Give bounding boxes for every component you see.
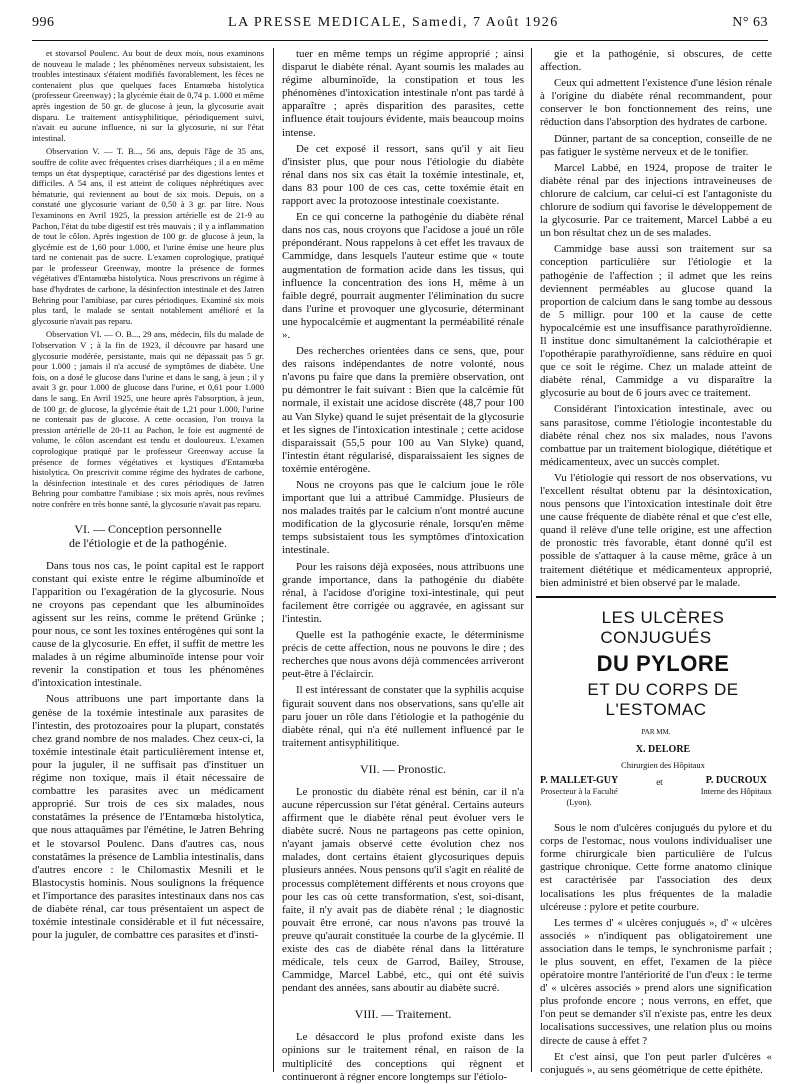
coauthors (540, 775, 772, 808)
article-heading (540, 608, 772, 808)
paragraph: tuer en même temps un régime approprié ; ainsi disparut le diabète rénal. Ayant soumis les malades au régime albuminoïde, la constipation et tous les phénomènes d'intoxication intestinale n'ont pas tardé à apparaître ; après disparition des parasites, cette influence était toujours évidente, mais beaucoup moins intense. (282, 48, 524, 139)
paragraph: Les termes d' « ulcères conjugués », d' « ulcères associés » n'indiquent pas obligatoirement une association dans le temps, le synchronisme parfait ; le plus souvent, en effet, l'examen de la pièce opératoire montre l'antériorité de l'un d'eux : le terme d' « ulcères associés » prend alors une signification plus profonde encore ; nous verrons, en effet, que l'on peut se demander s'il n'existe pas, entre les deux localisations successives, une relation plus ou moins directe de cause à effet ? (540, 916, 772, 1047)
section-heading-vi: VI. — Conception personnelle de l'étiologie et de la pathogénie. (68, 521, 228, 550)
page-number: 996 (32, 15, 55, 30)
paragraph: Vu l'étiologie qui ressort de nos observations, vu l'excellent résultat obtenu par la désintoxication, nous pensons que l'intoxication intestinale doit être une cause fréquente de diabète rénal et que c'est elle, quand il relève d'une telle origine, est une affection de pronostic très favorable, étant donné qu'il est possible de s'attaquer à la cause même, grâce à un traitement diététique et médicamenteux approprié, bien administré et bien observé par le malade. (540, 471, 772, 589)
observation-v: Observation V. — T. B..., 56 ans, depuis l'âge de 35 ans, souffre de colite avec fréquentes crises diarrhéiques ; il a en même temps un état dyspeptique, caractérisé par des digestions lentes et difficiles. A 54 ans, il est atteint de coliques néphrétiques avec hématurie, qui reviennent au bout de six mois. Depuis, on a constaté une glycosurie variant de 0,50 à 3 gr. par litre. Nous l'examinons en Avril 1925, la pression artérielle est de 21-9 au Pachon, l'état du tube digestif est très mauvais ; il y a inflammation de tout le côlon. Après ingestion de 100 gr. de glucose à jeun, la glycémie est de 1,60 pour 1.000, et l'urine émise une heure plus tard ne contenait pas de sucre. L'examen coprologique, pratiqué par le professeur Greenway, montre la présence de formes végétatives d'Entamœba histolytica. Nous prescrivons un régime à base d'hydrates de carbone, la désinfection intestinale et des Jatren Behring pour l'amibiase, par cures périodiques. Examiné six mois plus tard, le malade se sentait notablement amélioré et la glycosurie n'avait pas reparu. (32, 146, 264, 326)
paragraph: Considérant l'intoxication intestinale, avec ou sans parasitose, comme l'étiologie incontestable du diabète rénal chez nos six malades, nous l'avons combattue par un traitement biologique, diététique et médicamenteux, avec un succès complet. (540, 403, 772, 468)
section-heading-viii: VIII. — Traitement. (354, 1007, 452, 1022)
author-mallet-guy-role: Prosecteur à la Faculté (540, 786, 618, 797)
author-mallet-guy-city: (Lyon). (566, 797, 592, 808)
paragraph: Dans tous nos cas, le point capital est le rapport constant qui existe entre le régime albuminoïde et l'apparition ou l'exagération de la glycosurie. Nous ne croyons pas cependant que les albuminoïdes agissent sur les reins, comme le prétend Grünke ; pour nous, ce sont les toxines entérogènes qui sont la cause de la glycosurie. En effet, il suffit de mettre les malades à un régime albuminoïde intense pour voir revenir la constipation et tous les phénomènes d'intoxication intestinale. (32, 559, 264, 690)
paragraph: Nous ne croyons pas que le calcium joue le rôle important que lui a attribué Cammidge. Plusieurs de nos malades traités par le calcium n'ont montré aucune modification de la glycosurie rénale, lorsqu'en même temps subsistaient tous les symptômes d'intoxication intestinale. (282, 479, 524, 557)
paragraph: gie et la pathogénie, si obscures, de cette affection. (540, 48, 772, 74)
section-heading-vii: VII. — Pronostic. (360, 761, 446, 776)
paragraph: Quelle est la pathogénie exacte, le déterminisme précis de cette affection, nous ne pouvons le dire ; des recherches que nous avons déjà commencées arriveront peut-être à l'éclaircir. (282, 629, 524, 681)
author-delore-role: Chirurgien des Hôpitaux (621, 759, 705, 770)
author-delore: X. DELORE (635, 743, 691, 755)
paragraph: Ceux qui admettent l'existence d'une lésion rénale à l'origine du diabète rénal recommandent, pour conserver le bon fonctionnement des reins, une réduction dans l'absorption des hydrates de carbone. (540, 77, 772, 129)
issue-number: N° 63 (732, 15, 768, 30)
conjunction: et (656, 777, 663, 788)
article-title-line-2: DU PYLORE (596, 650, 730, 676)
observation-vi: Observation VI. — O. B..., 29 ans, médecin, fils du malade de l'observation V ; à la fin de 1923, il découvre par hasard une glycosurie modérée, persistante, mais qui ne dépassait pas 5 gr. pour 1.000 ; jamais il n'a accusé de symptômes de diabète. Une fois, on a dosé le glucose dans l'urine et dans le sang, à jeun ; il y avait 3 gr. pour 1.000 de glucose dans l'urine, et 0,61 pour 1.000 dans le sang. En Avril 1925, une heure après l'absorption, à jeun, de 100 gr. de glucose, la glycémie était de 1,21 pour 1.000, l'urine ne contenait pas de glucose. A cette occasion, l'on trouva la pression artérielle de 20-11 au Pachon, le foie est augmenté de volume, le côlon ascendant est tendu et douloureux. L'examen coprologique pratiqué par le professeur Greenway accuse la présence de formes végétatives et kystiques d'Entamœba histolytica. On prescrivit comme régime des hydrates de carbone, la désinfection intestinale et des cures périodiques de Jatren Behring pour combattre l'amibiase ; six mois après, nous revîmes notre confrère en très bonne santé, la glycosurie n'avait pas reparu. (32, 329, 264, 509)
paragraph: Dünner, partant de sa conception, conseille de ne pas fatiguer le système nerveux et de le tonifier. (540, 132, 772, 158)
article-title-line-1: LES ULCÈRES CONJUGUÉS (600, 607, 725, 647)
column-1 (32, 48, 264, 1076)
paragraph: Sous le nom d'ulcères conjugués du pylore et du corps de l'estomac, nous voulons individualiser une forme chirurgicale bien particulière de l'ulcus gastrique chronique. Cette forme anatomo clinique est caractérisée par l'association des deux localisations les plus fréquentes de la maladie ulcéreuse : pylore et petite courbure. (540, 822, 772, 913)
author-ducroux-role: Interne des Hôpitaux (700, 786, 772, 797)
paragraph: Il est intéressant de constater que la syphilis acquise figurait souvent dans nos observations, sans qu'elle ait paru jouer un rôle dans l'étiologie et la pathogénie du diabète rénal, qui n'a été nullement influencé par le traitement antisyphilitique. (282, 684, 524, 749)
paragraph: Le désaccord le plus profond existe dans les opinions sur le traitement rénal, en raison de la multiplicité des conceptions qui règnent et continueront à régner encore longtemps sur l'étiolo- (282, 1031, 524, 1083)
paragraph: Le pronostic du diabète rénal est bénin, car il n'a aucune répercussion sur l'état général. Certains auteurs affirment que le diabète rénal peut évoluer vers le diabète sucré. Nous ne partageons pas cette opinion, n'ayant jamais observé cette évolution chez nos malades, dont certains étaient glycosuriques depuis plusieurs années. Nous pensons qu'il s'agit en réalité de processus complètement différents et nous croyons que pour les cas où cette transformation, s'est, soi-disant, faite, il n'y avait pas de diabète rénal ; le diagnostic pouvait être erroné, car nous n'avons pas trouvé la preuve qu'aurait constituée la courbe de la glycémie. Il existe des cas de diabète rénal dans la littérature médicale, tels ceux de Garrod, Bailey, Strouse, Cammidge, Marcel Labbé, etc., qui ont été suivis pendant des années, sans aboutir au diabète sucré. (282, 785, 524, 995)
paragraph: Des recherches orientées dans ce sens, que, pour des raisons indépendantes de notre volonté, nous n'avons pu faire que dans la première observation, ont pu démontrer le fait suivant : Bien que la calcémie fût normale, il existait une acidose discrète (48,7 pour 100 au Van Slyke) quand le sujet présentait de la glycosurie et les signes de l'intoxication intestinale ; cette acidose disparaissait (55,5 pour 100 au Van Slyke) quand, l'intestin étant régularisé, disparaissaient les signes de toxémie entérogène. (282, 345, 524, 475)
paragraph: Nous attribuons une part importante dans la genèse de la toxémie intestinale aux parasites de l'intestin, des protozoaires pour la plupart, constatés chez grand nombre de nos malades. Chez ceux-ci, la toxémie intestinale était particulièrement intense et, pour la juguler, il ne suffisait pas d'instituer un régime non toxique, mais il était nécessaire de combattre les parasites avec un médicament approprié. Sur trois de ces six malades, nous constatâmes la présence de l'Entamœba histolytica, que nous attaquâmes par l'émétine, le Jatren Behring et le stovarsol Poulenc. Dans d'autres cas, nous constatâmes la présence de Lamblia intestinalis, dans d'autres encore : le Chilomastix Mesnili et le Blastocystis hominis. Nous soulignons la fréquence et l'importance des parasites intestinaux dans nos cas de diabète rénal, car tous présentaient un aspect de toxémie intestinale considérable et il fut nécessaire, pour la juguler, de combattre ces parasites et d'insti- (32, 693, 264, 942)
page-header (32, 12, 768, 34)
author-ducroux-block (701, 775, 772, 797)
column-3 (540, 48, 772, 1076)
header-rule (32, 40, 768, 41)
paragraph: Pour les raisons déjà exposées, nous attribuons une grande importance, dans la pathogénie du diabète rénal, à l'acidose d'origine toxi-intestinale, qui peut facilement être corrigée ou aggravée, en agissant sur l'intestin. (282, 560, 524, 625)
paragraph: Marcel Labbé, en 1924, propose de traiter le diabète rénal par des injections intraveineuses de chlorure de calcium, car celui-ci est l'antagoniste du chlorure de sodium qui favorise le développement de la glycosurie. Par ce traitement, Marcel Labbé a eu un bon résultat chez un de ses malades. (540, 161, 772, 240)
column-2 (282, 48, 524, 1083)
paragraph: Cammidge base aussi son traitement sur sa conception particulière sur l'étiologie et la pathogénie de l'affection ; il admet que les reins deviennent perméables au glucose quand la proportion de calcium dans le sang tombe au dessous de 5 milligr. pour 100 et la cause de cette hypocalcémie est une insuffisance parathyroïdienne. Il institue donc simultanément la calciothérapie et l'opothérapie parathyroïdienne, sans réduire en quoi que ce soit le régime. Chez un malade atteint de diabète rénal, Cammidge a vu disparaître la glycosurie au bout de 6 jours avec ce traitement. (540, 243, 772, 400)
paragraph: Et c'est ainsi, que l'on peut parler d'ulcères « conjugués », au sens géométrique de cette épithète. (540, 1050, 772, 1076)
article-title-line-3: ET DU CORPS DE L'ESTOMAC (587, 679, 739, 719)
author-mallet-guy-block (540, 775, 618, 808)
paragraph: et stovarsol Poulenc. Au bout de deux mois, nous examinons de nouveau le malade ; les phénomènes nerveux subsistaient, les troubles intestinaux s'étaient modifiés favorablement, les fèces ne contenaient plus que quelques faces Entamœba histolytica (professeur Greenway) ; la glycémie était de 0,74 p. 1.000 et même après ingestion de 50 gr. de glucose à jeun, la glycosurie avait disparu. Le traitement antisyphilitique, périodiquement suivi, n'avait eu aucune influence, ni sur la glycosurie, ni sur l'état intestinal. (32, 48, 264, 143)
journal-title: LA PRESSE MEDICALE, Samedi, 7 Août 1926 (228, 15, 559, 30)
paragraph: En ce qui concerne la pathogénie du diabète rénal dans nos cas, nous croyons que l'acidose a joué un rôle prépondérant. Nous rappelons à cet effet les travaux de Cammidge, dans lesquels l'auteur estime que « toute augmentation de formation acide dans les tissus, qui influence la concentration des ions H, même à un faible degré, pourrait augmenter l'élimination du sucre dans l'urine et provoquer une glycosurie, déterminant une hypocalcémie et augmentant la perméabilité rénale ». (282, 211, 524, 341)
byline: PAR MM. (641, 727, 671, 736)
column-divider (531, 48, 532, 1072)
column-divider (273, 48, 274, 1072)
paragraph: De cet exposé il ressort, sans qu'il y ait lieu d'insister plus, que pour nous l'étiologie du diabète rénal dans nos six cas était la toxémie intestinale, et, dans 83 pour 100 de ces cas, cette toxémie était en rapport avec la protozoose intestinale coexistante. (282, 142, 524, 208)
article-separator (536, 596, 776, 598)
author-ducroux: P. DUCROUX (705, 775, 767, 787)
author-mallet-guy: P. MALLET-GUY (540, 775, 619, 787)
